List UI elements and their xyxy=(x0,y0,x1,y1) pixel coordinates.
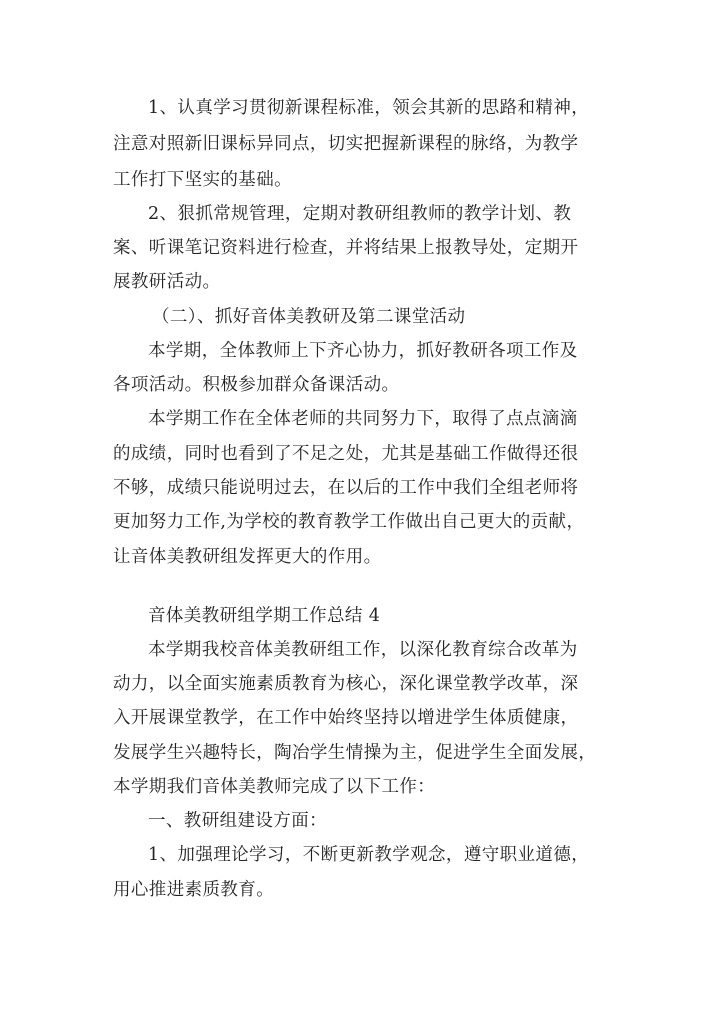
text-line: 不够，成绩只能说明过去，在以后的工作中我们全组老师将 xyxy=(113,478,579,498)
section-heading: （二）、抓好音体美教研及第二课堂活动 xyxy=(152,307,466,327)
text-line: 本学期工作在全体老师的共同努力下，取得了点点滴滴 xyxy=(148,409,578,429)
text-line: 用心推进素质教育。 xyxy=(113,880,275,900)
text-line: 入开展课堂教学，在工作中始终坚持以增进学生体质健康， xyxy=(113,708,579,728)
text-line: 1、认真学习贯彻新课程标准，领会其新的思路和精神， xyxy=(148,98,590,118)
text-line: 让音体美教研组发挥更大的作用。 xyxy=(113,547,382,567)
text-line: 案、听课笔记资料进行检查，并将结果上报教导处，定期开 xyxy=(113,238,579,258)
text-line: 本学期我校音体美教研组工作，以深化教育综合改革为 xyxy=(148,640,578,660)
text-line: 更加努力工作,为学校的教育教学工作做出自己更大的贡献， xyxy=(113,512,585,532)
text-line: 工作打下坚实的基础。 xyxy=(113,170,292,190)
text-line: 本学期，全体教师上下齐心协力，抓好教研各项工作及 xyxy=(148,341,578,361)
text-line: 2、狠抓常规管理，定期对教研组教师的教学计划、教 xyxy=(148,204,572,224)
text-line: 1、加强理论学习，不断更新教学观念，遵守职业道德， xyxy=(148,845,590,865)
text-line: 各项活动。积极参加群众备课活动。 xyxy=(113,375,400,395)
text-line: 展教研活动。 xyxy=(113,272,221,292)
text-line: 动力，以全面实施素质教育为核心，深化课堂教学改革，深 xyxy=(113,674,579,694)
text-line: 注意对照新旧课标异同点，切实把握新课程的脉络，为教学 xyxy=(113,134,579,154)
text-line: 本学期我们音体美教师完成了以下工作： xyxy=(113,777,436,797)
section-heading: 一、教研组建设方面： xyxy=(148,811,327,831)
document-title: 音体美教研组学期工作总结 4 xyxy=(148,606,381,626)
text-line: 的成绩，同时也看到了不足之处，尤其是基础工作做得还很 xyxy=(113,444,579,464)
text-line: 发展学生兴趣特长，陶冶学生情操为主，促进学生全面发展， xyxy=(113,743,597,763)
